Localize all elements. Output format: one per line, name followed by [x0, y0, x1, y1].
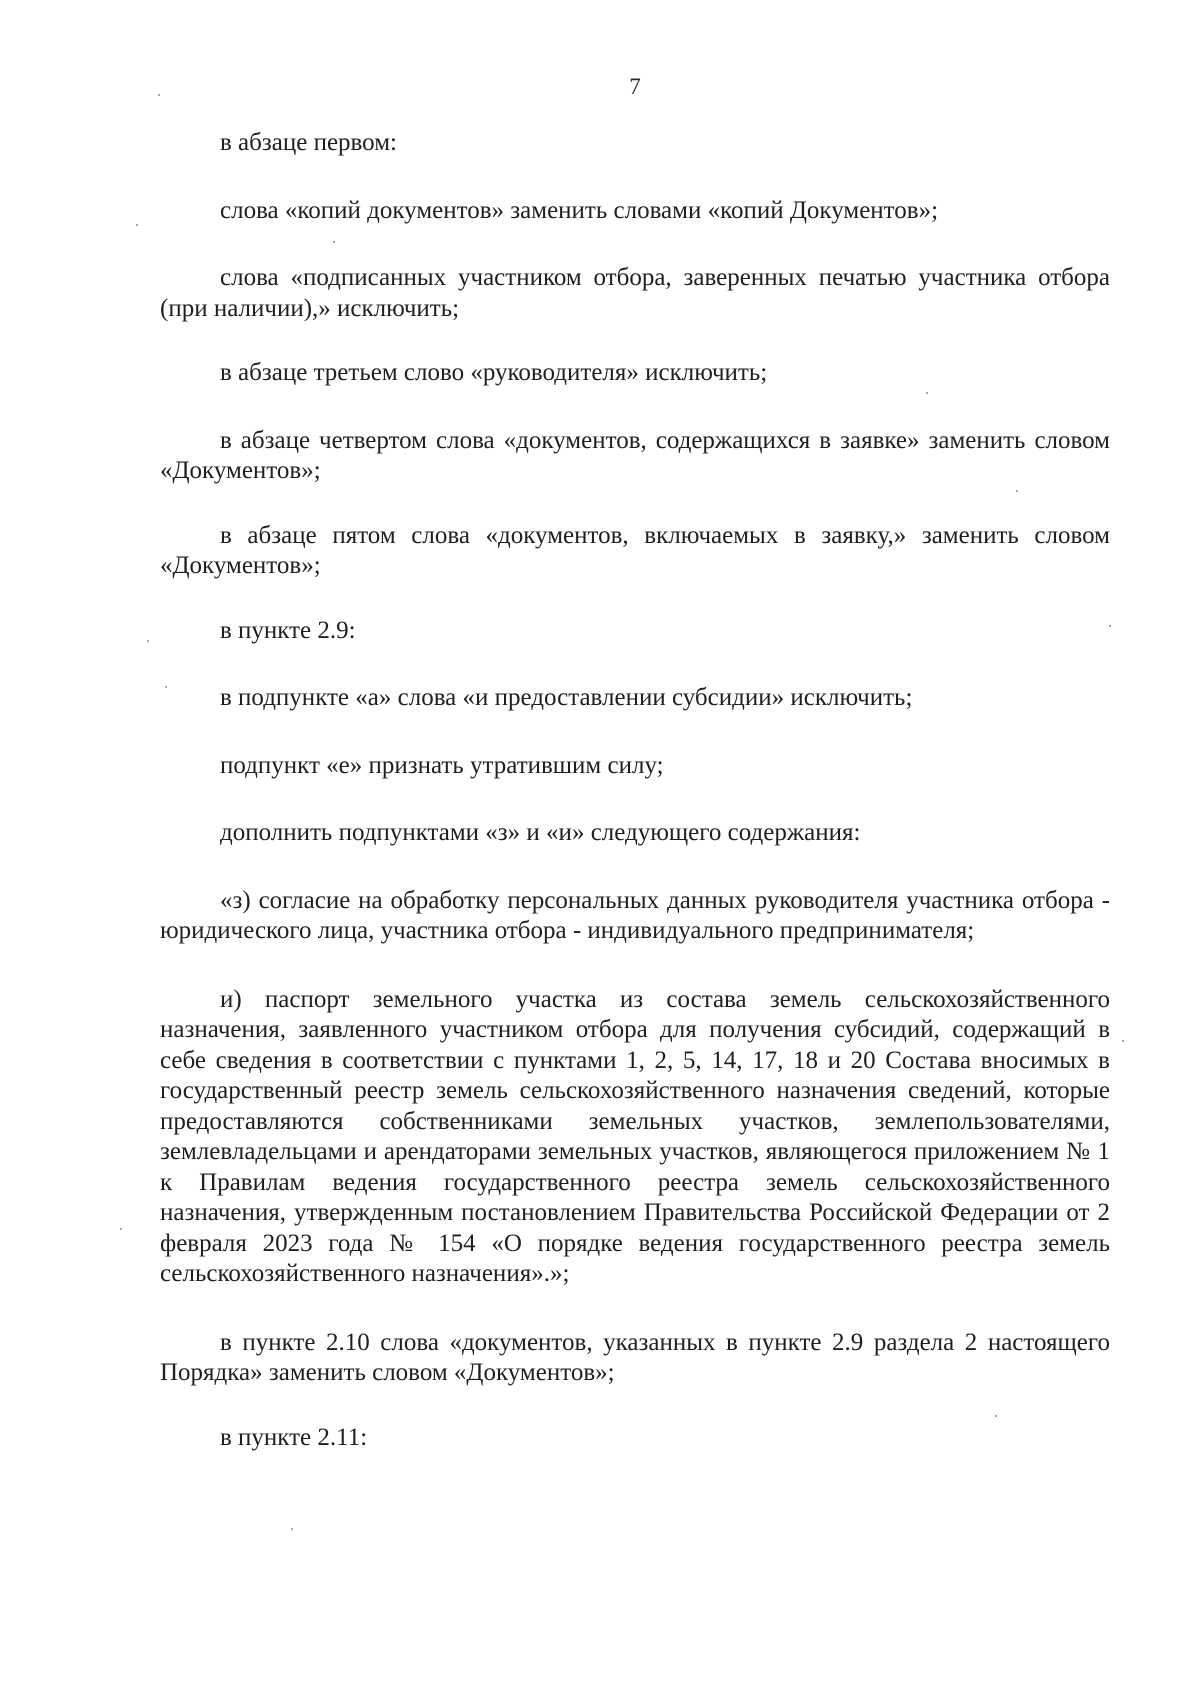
scan-speck [333, 241, 335, 243]
page-number: 7 [629, 74, 641, 99]
paragraph: в пункте 2.10 слова «документов, указанных в пункте 2.9 раздела 2 настоящего Порядка» заменить словом «Документов»; [160, 1328, 1110, 1386]
paragraph: в абзаце первом: [220, 129, 397, 156]
paragraph: в подпункте «а» слова «и предоставлении субсидии» исключить; [220, 684, 913, 711]
paragraph: в абзаце четвертом слова «документов, содержащихся в заявке» заменить словом «Документов»; [160, 426, 1110, 484]
paragraph: «з) согласие на обработку персональных данных руководителя участника отбора - юридического лица, участника отбора - индивидуального предпринимателя; [160, 886, 1110, 944]
paragraph: слова «копий документов» заменить словами «копий Документов»; [220, 196, 939, 224]
document-body [160, 128, 1110, 1490]
scan-speck [147, 640, 149, 642]
paragraph: в абзаце пятом слова «документов, включаемых в заявку,» заменить словом «Документов»; [160, 521, 1110, 579]
scan-speck [926, 392, 928, 394]
paragraph: в пункте 2.9: [220, 616, 356, 644]
paragraph: в абзаце третьем слово «руководителя» исключить; [220, 359, 768, 386]
paragraph: слова «подписанных участником отбора, заверенных печатью участника отбора (при наличии),» исключить; [160, 264, 1110, 322]
scan-speck [995, 1415, 997, 1417]
scan-speck [1109, 625, 1111, 627]
paragraph: и) паспорт земельного участка из состава земель сельскохозяйственного назначения, заявленного участником отбора для получения субсидий, содержащий в себе сведения в соответствии с пунктами 1, 2, 5, 14, 17, 18 и 20 Состава вносимых в государственный реестр земель сельскохозяйственного назначения сведений, которые предоставляются собственниками земельных участков, землепользователями, землевладельцами и арендаторами земельных участков, являющегося приложением № 1 к Правилам ведения государственного реестра земель сельскохозяйственного назначения, утвержденным постановлением Правительства Российской Федерации от 2 февраля 2023 года № 154 «О порядке ведения государственного реестра земель сельскохозяйственного назначения».»; [160, 985, 1110, 1287]
scan-speck [1122, 1040, 1124, 1042]
scan-speck [120, 1228, 122, 1230]
paragraph: дополнить подпунктами «з» и «и» следующего содержания: [220, 819, 861, 846]
paragraph: в пункте 2.11: [220, 1423, 368, 1451]
scan-speck [136, 224, 138, 226]
scan-speck [1016, 490, 1018, 492]
scan-speck [165, 686, 167, 688]
scan-speck [158, 94, 160, 96]
scan-speck [291, 1528, 293, 1530]
paragraph: подпункт «е» признать утратившим силу; [220, 751, 664, 779]
